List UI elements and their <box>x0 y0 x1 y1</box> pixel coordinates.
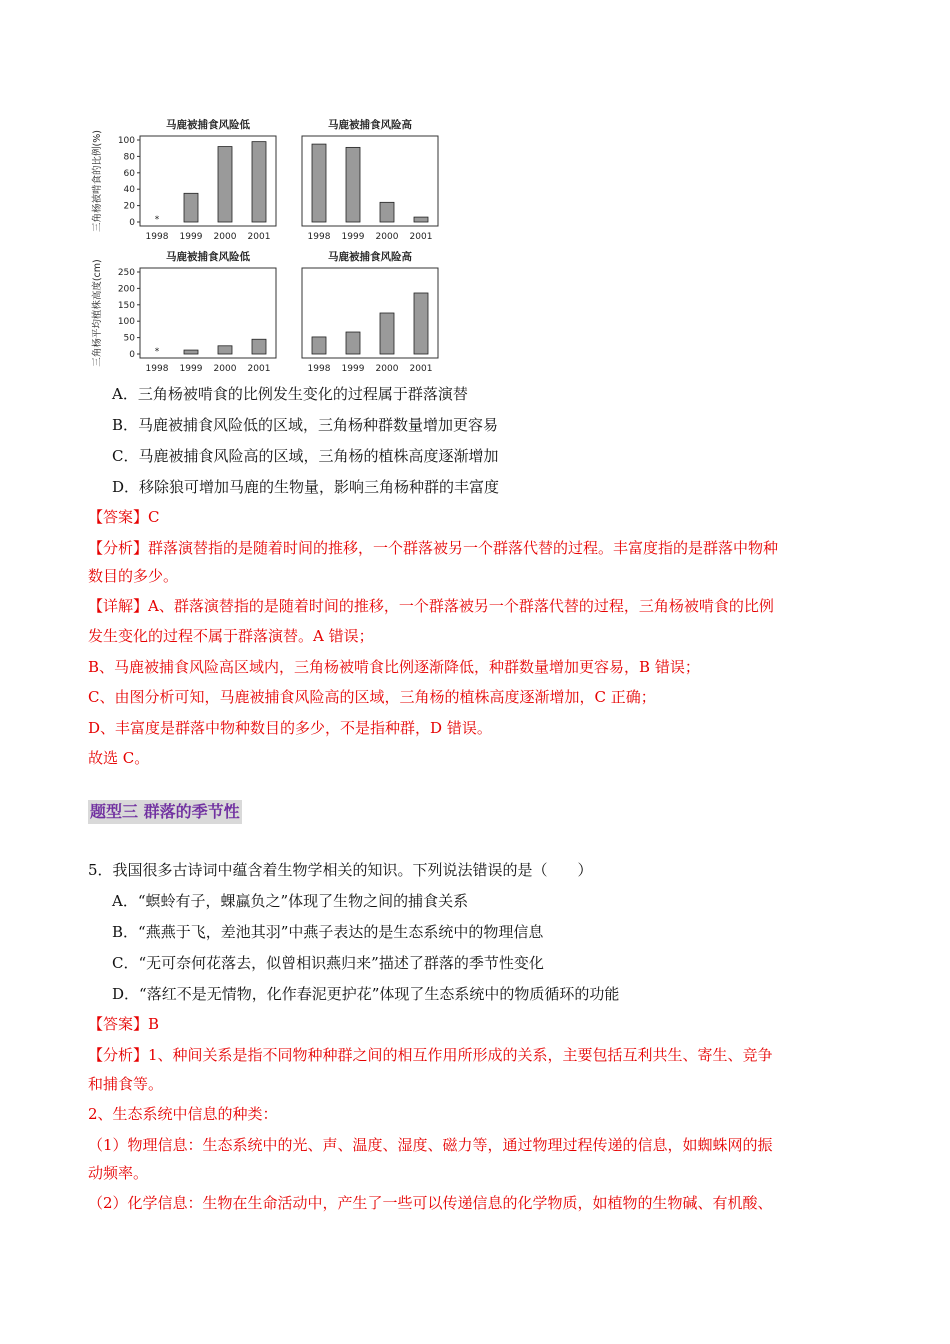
y-tick-label: 100 <box>117 317 135 328</box>
x-tick-label: 1998 <box>145 232 169 242</box>
bar <box>380 313 394 354</box>
x-tick-label: 2001 <box>247 232 271 242</box>
x-tick-label: 2000 <box>375 232 399 242</box>
bar-charts-svg <box>88 110 448 372</box>
y-tick-label: 150 <box>117 300 135 311</box>
y-tick-label: 40 <box>123 185 135 196</box>
q4-option-c: C．马鹿被捕食风险高的区域，三角杨的植株高度逐渐增加 <box>112 447 499 465</box>
q5-analysis-line-5: 动频率。 <box>88 1164 149 1182</box>
y-tick-label: 0 <box>129 350 135 360</box>
q4-detail-line-3: B、马鹿被捕食风险高区域内，三角杨被啃食比例逐渐降低，种群数量增加更容易，B 错误； <box>88 658 700 676</box>
q5-analysis-line-3: 2、生态系统中信息的种类： <box>88 1105 278 1123</box>
q4-option-b: B．马鹿被捕食风险低的区域，三角杨种群数量增加更容易 <box>112 416 499 434</box>
x-tick-label: 1999 <box>341 364 365 372</box>
chart-title: 马鹿被捕食风险低 <box>166 251 250 263</box>
bar <box>184 350 198 354</box>
q4-detail-line-2: 发生变化的过程不属于群落演替。A 错误； <box>88 627 374 645</box>
q4-detail-line-6: 故选 C。 <box>88 749 150 767</box>
bar <box>380 202 394 222</box>
q5-analysis-line-4: （1）物理信息：生态系统中的光、声、温度、湿度、磁力等，通过物理过程传递的信息，如蜘蛛网的振 <box>88 1136 773 1154</box>
x-tick-label: 2001 <box>247 364 271 372</box>
q4-answer: 【答案】C <box>88 508 160 526</box>
x-tick-label: 2000 <box>375 364 399 372</box>
y-tick-label: 60 <box>123 168 135 179</box>
chart-title: 马鹿被捕食风险高 <box>328 251 412 263</box>
x-tick-label: 1999 <box>179 364 203 372</box>
x-tick-label: 1998 <box>307 232 331 242</box>
x-tick-label: 2001 <box>409 364 433 372</box>
q5-option-c: C．“无可奈何花落去，似曾相识燕归来”描述了群落的季节性变化 <box>112 954 544 972</box>
q5-analysis-line-1: 【分析】1、种间关系是指不同物种种群之间的相互作用所形成的关系，主要包括互利共生、寄生、竞争 <box>88 1046 773 1064</box>
y-tick-label: 0 <box>129 218 135 228</box>
q4-option-d: D．移除狼可增加马鹿的生物量，影响三角杨种群的丰富度 <box>112 478 500 496</box>
x-tick-label: 2001 <box>409 232 433 242</box>
q5-option-a: A．“螟蛉有子，蜾蠃负之”体现了生物之间的捕食关系 <box>112 892 469 910</box>
q4-analysis-line-1: 【分析】群落演替指的是随着时间的推移，一个群落被另一个群落代替的过程。丰富度指的是群落中物种 <box>88 539 779 557</box>
q4-detail-line-5: D、丰富度是群落中物种数目的多少，不是指种群，D 错误。 <box>88 719 492 737</box>
bar <box>252 142 266 222</box>
q5-stem: 5．我国很多古诗词中蕴含着生物学相关的知识。下列说法错误的是（ ） <box>88 861 593 879</box>
bar <box>218 147 232 222</box>
no-data-marker: * <box>154 215 160 225</box>
x-tick-label: 1999 <box>341 232 365 242</box>
bar <box>414 293 428 354</box>
q4-analysis-line-2: 数目的多少。 <box>88 567 179 585</box>
no-data-marker: * <box>154 347 160 357</box>
q5-option-d: D．“落红不是无情物，化作春泥更护花”体现了生态系统中的物质循环的功能 <box>112 985 620 1003</box>
x-tick-label: 1998 <box>307 364 331 372</box>
bar <box>312 144 326 222</box>
bar-chart-figure <box>88 110 448 372</box>
x-tick-label: 2000 <box>213 232 237 242</box>
x-tick-label: 2000 <box>213 364 237 372</box>
bar <box>312 337 326 354</box>
x-tick-label: 1999 <box>179 232 203 242</box>
chart-title: 马鹿被捕食风险高 <box>328 119 412 131</box>
q4-detail-line-4: C、由图分析可知，马鹿被捕食风险高的区域，三角杨的植株高度逐渐增加，C 正确； <box>88 688 656 706</box>
q5-analysis-line-6: （2）化学信息：生物在生命活动中，产生了一些可以传递信息的化学物质，如植物的生物碱、有机酸、 <box>88 1194 773 1212</box>
q5-analysis-line-2: 和捕食等。 <box>88 1075 164 1093</box>
bar <box>252 339 266 354</box>
q4-detail-line-1: 【详解】A、群落演替指的是随着时间的推移，一个群落被另一个群落代替的过程，三角杨被啃食的比例 <box>88 597 774 615</box>
q5-option-b: B．“燕燕于飞，差池其羽”中燕子表达的是生态系统中的物理信息 <box>112 923 544 941</box>
bar <box>218 346 232 354</box>
bar <box>414 217 428 222</box>
y-tick-label: 100 <box>117 136 135 146</box>
q4-option-a: A．三角杨被啃食的比例发生变化的过程属于群落演替 <box>112 385 468 403</box>
bar <box>346 332 360 354</box>
bar <box>346 147 360 222</box>
x-tick-label: 1998 <box>145 364 169 372</box>
chart-title: 马鹿被捕食风险低 <box>166 119 250 131</box>
y-tick-label: 200 <box>117 284 135 295</box>
section-heading: 题型三 群落的季节性 <box>88 800 242 824</box>
y-tick-label: 80 <box>123 152 135 163</box>
q5-answer: 【答案】B <box>88 1015 160 1033</box>
bar <box>184 193 198 222</box>
y-tick-label: 250 <box>117 268 135 278</box>
y-tick-label: 20 <box>123 201 135 212</box>
y-axis-label: 三角杨被啃食的比例(%) <box>92 130 103 232</box>
y-axis-label: 三角杨平均植株高度(cm) <box>92 259 103 367</box>
y-tick-label: 50 <box>123 333 135 344</box>
